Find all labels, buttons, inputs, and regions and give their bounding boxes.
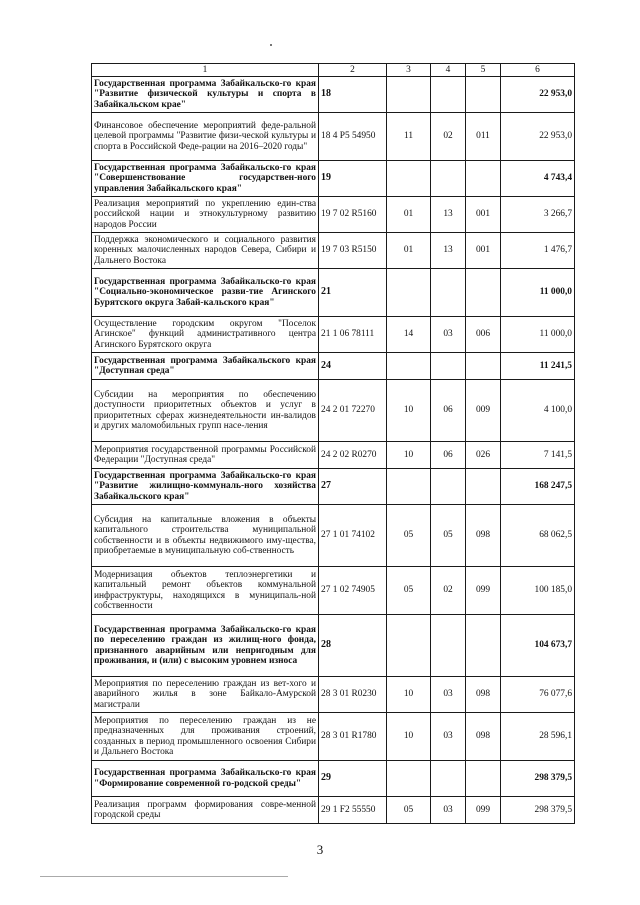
item-name: Финансовое обеспечение мероприятий феде-ральной целевой программы "Развитие физи-ческой культуры и спорта в Российской Феде-рации на 2016–2020 годы" <box>92 113 319 161</box>
table-row <box>92 761 575 797</box>
section-code: 10 <box>387 442 431 469</box>
amount: 4 743,4 <box>501 161 575 197</box>
target-article-code: 29 <box>319 761 387 797</box>
target-article-code: 27 1 02 74905 <box>319 567 387 615</box>
subsection-code: 03 <box>431 677 466 713</box>
table-row <box>92 161 575 197</box>
subsection-code <box>431 161 466 197</box>
expense-type-code: 026 <box>466 442 501 469</box>
target-article-code: 28 3 01 R0230 <box>319 677 387 713</box>
section-code <box>387 161 431 197</box>
subsection-code: 13 <box>431 197 466 233</box>
target-article-code: 21 <box>319 269 387 317</box>
section-code: 05 <box>387 505 431 567</box>
amount: 11 000,0 <box>501 317 575 353</box>
item-name: Субсидия на капитальные вложения в объекты капитального строительства муниципальной собственности и в объекты недвижимого иму-щества, приобретаемые в муниципальную соб-ственность <box>92 505 319 567</box>
table-row <box>92 113 575 161</box>
expense-type-code: 001 <box>466 233 501 269</box>
target-article-code: 18 4 P5 54950 <box>319 113 387 161</box>
column-header: 1 <box>92 64 319 77</box>
expense-type-code: 006 <box>466 317 501 353</box>
expense-type-code: 001 <box>466 197 501 233</box>
expense-type-code: 098 <box>466 677 501 713</box>
expense-type-code: 009 <box>466 380 501 442</box>
target-article-code: 28 3 01 R1780 <box>319 713 387 761</box>
section-code: 05 <box>387 797 431 824</box>
amount: 298 379,5 <box>501 797 575 824</box>
table-row <box>92 505 575 567</box>
target-article-code: 21 1 06 78111 <box>319 317 387 353</box>
section-code: 14 <box>387 317 431 353</box>
target-article-code: 24 <box>319 353 387 380</box>
item-name: Мероприятия по переселению граждан из не предназначенных для проживания строений, созданных в период промышленного освоения Сибири и Дальнего Востока <box>92 713 319 761</box>
expense-type-code <box>466 353 501 380</box>
program-name: Государственная программа Забайкальско-го края "Совершенствование государствен-ного управления Забайкальского края" <box>92 161 319 197</box>
target-article-code: 27 <box>319 469 387 505</box>
table-row <box>92 615 575 677</box>
target-article-code: 19 <box>319 161 387 197</box>
subsection-code <box>431 353 466 380</box>
table-row <box>92 233 575 269</box>
target-article-code: 19 7 02 R5160 <box>319 197 387 233</box>
amount: 3 266,7 <box>501 197 575 233</box>
amount: 7 141,5 <box>501 442 575 469</box>
amount: 100 185,0 <box>501 567 575 615</box>
section-code <box>387 77 431 113</box>
section-code: 10 <box>387 677 431 713</box>
table-row <box>92 380 575 442</box>
amount: 28 596,1 <box>501 713 575 761</box>
section-code <box>387 469 431 505</box>
table-row <box>92 77 575 113</box>
amount: 68 062,5 <box>501 505 575 567</box>
amount: 11 241,5 <box>501 353 575 380</box>
item-name: Мероприятия по переселению граждан из вет-хого и аварийного жилья в зоне Байкало-Амурской магистрали <box>92 677 319 713</box>
table-row <box>92 442 575 469</box>
amount: 76 077,6 <box>501 677 575 713</box>
target-article-code: 24 2 01 72270 <box>319 380 387 442</box>
subsection-code: 06 <box>431 380 466 442</box>
item-name: Поддержка экономического и социального развития коренных малочисленных народов Севера, Сибири и Дальнего Востока <box>92 233 319 269</box>
section-code <box>387 353 431 380</box>
program-name: Государственная программа Забайкальского края "Доступная среда" <box>92 353 319 380</box>
table-row <box>92 677 575 713</box>
section-code <box>387 269 431 317</box>
expense-type-code <box>466 469 501 505</box>
section-code: 11 <box>387 113 431 161</box>
table-row <box>92 353 575 380</box>
target-article-code: 19 7 03 R5150 <box>319 233 387 269</box>
section-code <box>387 615 431 677</box>
target-article-code: 27 1 01 74102 <box>319 505 387 567</box>
subsection-code: 05 <box>431 505 466 567</box>
column-header: 3 <box>387 64 431 77</box>
section-code: 05 <box>387 567 431 615</box>
amount: 11 000,0 <box>501 269 575 317</box>
target-article-code: 18 <box>319 77 387 113</box>
amount: 104 673,7 <box>501 615 575 677</box>
section-code: 01 <box>387 197 431 233</box>
section-code <box>387 761 431 797</box>
subsection-code: 02 <box>431 113 466 161</box>
column-header: 2 <box>319 64 387 77</box>
amount: 4 100,0 <box>501 380 575 442</box>
amount: 1 476,7 <box>501 233 575 269</box>
table-row <box>92 269 575 317</box>
table-row <box>92 797 575 824</box>
target-article-code: 29 1 F2 55550 <box>319 797 387 824</box>
table-row <box>92 197 575 233</box>
subsection-code: 03 <box>431 713 466 761</box>
expense-type-code <box>466 77 501 113</box>
budget-table <box>91 63 575 824</box>
page-number: 3 <box>316 842 324 857</box>
amount: 168 247,5 <box>501 469 575 505</box>
subsection-code <box>431 469 466 505</box>
subsection-code: 03 <box>431 317 466 353</box>
expense-type-code: 099 <box>466 797 501 824</box>
footer-rule <box>40 876 288 877</box>
table-row <box>92 469 575 505</box>
target-article-code: 24 2 02 R0270 <box>319 442 387 469</box>
subsection-code <box>431 761 466 797</box>
table-row <box>92 317 575 353</box>
expense-type-code <box>466 761 501 797</box>
expense-type-code: 011 <box>466 113 501 161</box>
column-header: 5 <box>466 64 501 77</box>
item-name: Реализация мероприятий по укреплению един-ства российской нации и этнокультурному развитию народов России <box>92 197 319 233</box>
subsection-code: 13 <box>431 233 466 269</box>
item-name: Модернизация объектов теплоэнергетики и капитальный ремонт объектов коммунальной инфраструктуры, находящихся в муниципаль-ной собственности <box>92 567 319 615</box>
subsection-code: 02 <box>431 567 466 615</box>
scan-speck <box>270 44 272 46</box>
expense-type-code <box>466 161 501 197</box>
subsection-code <box>431 269 466 317</box>
expense-type-code: 098 <box>466 505 501 567</box>
program-name: Государственная программа Забайкальско-го края "Социально-экономическое разви-тие Агинского Бурятского округа Забай-кальского края" <box>92 269 319 317</box>
section-code: 01 <box>387 233 431 269</box>
table-row <box>92 713 575 761</box>
section-code: 10 <box>387 713 431 761</box>
subsection-code <box>431 77 466 113</box>
expense-type-code <box>466 269 501 317</box>
section-code: 10 <box>387 380 431 442</box>
program-name: Государственная программа Забайкальско-го края "Формирование современной го-родской среды" <box>92 761 319 797</box>
item-name: Мероприятия государственной программы Российской Федерации "Доступная среда" <box>92 442 319 469</box>
expense-type-code: 098 <box>466 713 501 761</box>
item-name: Осуществление городским округом "Поселок Агинское" функций административного центра Агинского Бурятского округа <box>92 317 319 353</box>
table-row <box>92 567 575 615</box>
program-name: Государственная программа Забайкальско-го края "Развитие жилищно-коммуналь-ного хозяйства Забайкальского края" <box>92 469 319 505</box>
header-row <box>92 64 575 77</box>
subsection-code: 06 <box>431 442 466 469</box>
item-name: Реализация программ формирования совре-менной городской среды <box>92 797 319 824</box>
amount: 22 953,0 <box>501 77 575 113</box>
target-article-code: 28 <box>319 615 387 677</box>
program-name: Государственная программа Забайкальско-го края по переселению граждан из жилищ-ного фонда, признанного аварийным или непригодным для проживания, и (или) с высоким уровнем износа <box>92 615 319 677</box>
expense-type-code <box>466 615 501 677</box>
subsection-code <box>431 615 466 677</box>
expense-type-code: 099 <box>466 567 501 615</box>
program-name: Государственная программа Забайкальско-го края "Развитие физической культуры и спорта в Забайкальском крае" <box>92 77 319 113</box>
amount: 22 953,0 <box>501 113 575 161</box>
item-name: Субсидии на мероприятия по обеспечению доступности приоритетных объектов и услуг в приоритетных сферах жизнедеятельности ин-валидов и других маломобильных групп насе-ления <box>92 380 319 442</box>
column-header: 4 <box>431 64 466 77</box>
subsection-code: 03 <box>431 797 466 824</box>
column-header: 6 <box>501 64 575 77</box>
amount: 298 379,5 <box>501 761 575 797</box>
